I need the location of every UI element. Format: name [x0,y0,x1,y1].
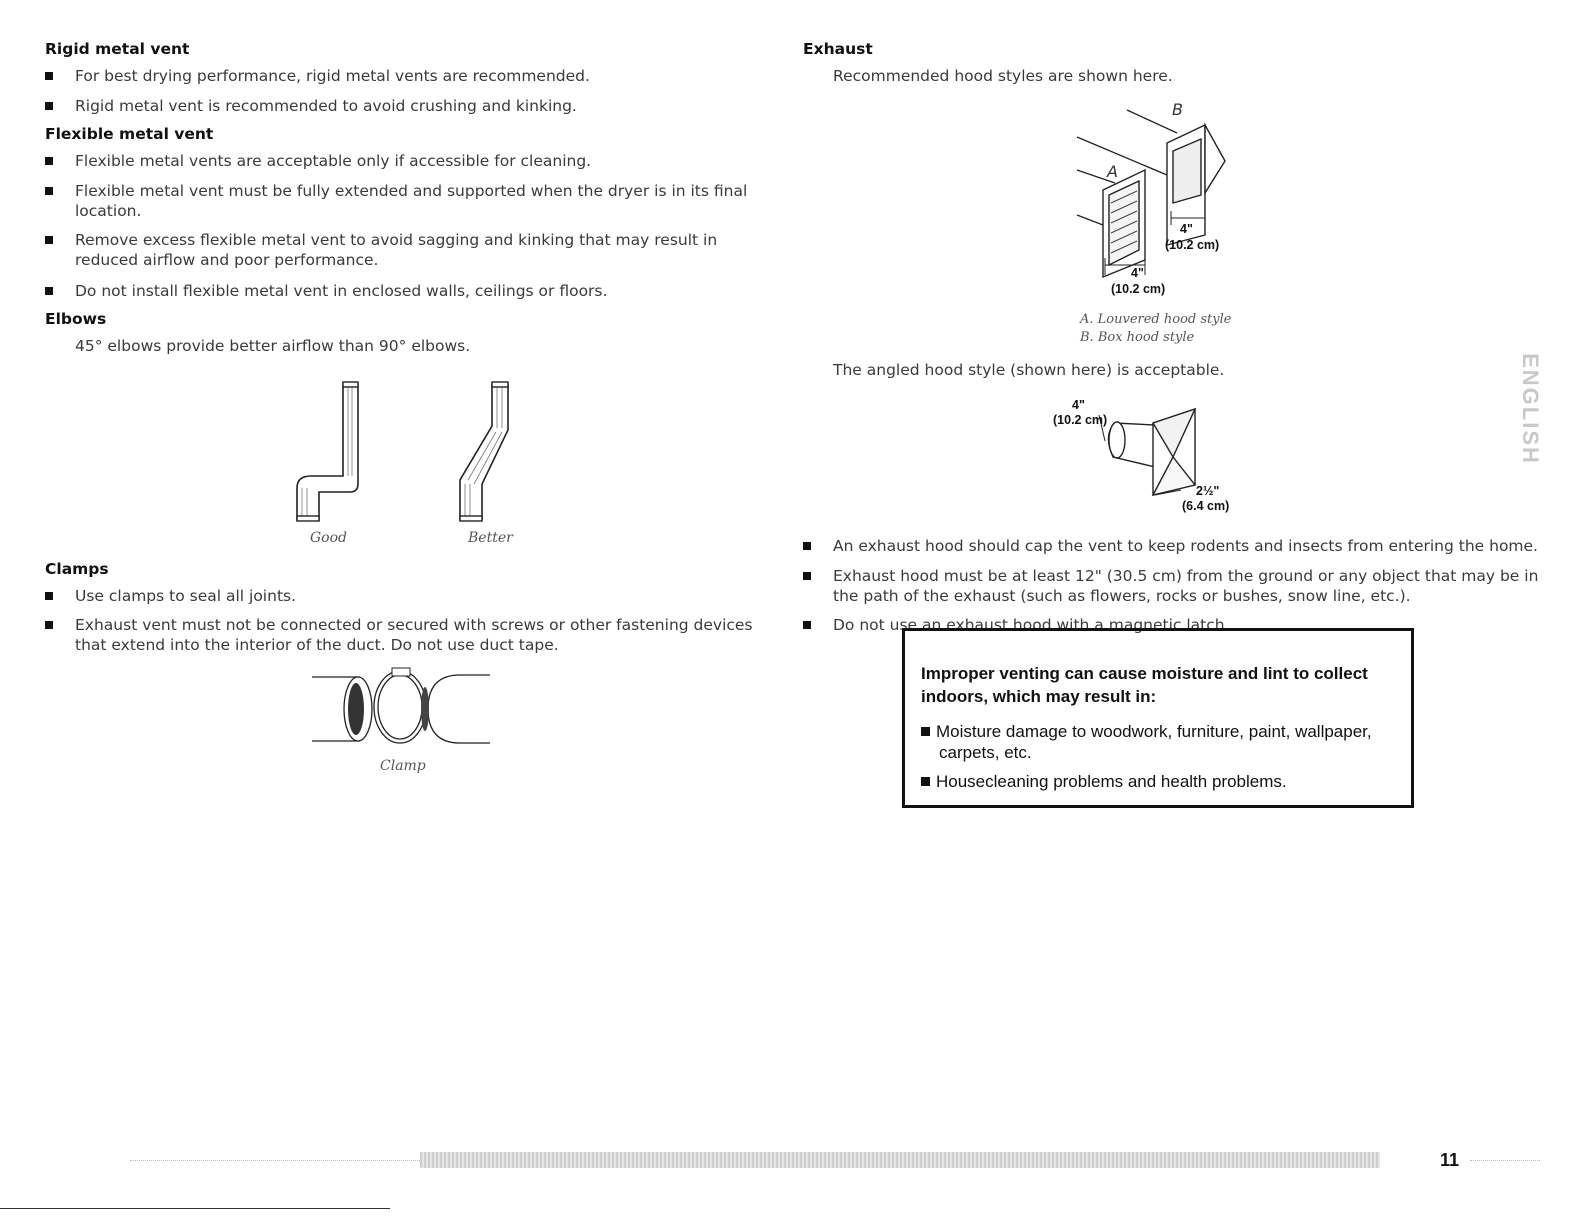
page-number: 11 [1440,1150,1460,1170]
list-item: Exhaust vent must not be connected or secured with screws or other fastening devices that extend into the interior of the duct. Do not use duct tape. [45,615,765,657]
angled-dim-bottom-in: 2½" [1196,484,1220,498]
hood-a-dim-cm: (10.2 cm) [1111,282,1166,296]
elbows-text: 45° elbows provide better airflow than 90° elbows. [75,337,471,355]
elbow-good-illustration [285,380,375,528]
warning-item: Housecleaning problems and health problems. [921,771,1287,792]
clamp-illustration [310,665,500,750]
list-item: Flexible metal vent must be fully extended and supported when the dryer is in its final location. [45,181,755,223]
hood-legend-a: A. Louvered hood style [1080,312,1232,327]
footer-bar [420,1152,1380,1168]
angled-dim-top-in: 4" [1072,398,1085,412]
venting-warning-box [902,628,1414,808]
bullet-icon [803,621,811,629]
warning-title-line2: indoors, which may result in: [921,687,1157,706]
bullet-icon [45,592,53,600]
hood-b-dim-cm: (10.2 cm) [1165,238,1220,252]
bullet-icon [921,727,930,736]
list-item: Do not install flexible metal vent in enclosed walls, ceilings or floors. [45,281,755,303]
hood-legend-b: B. Box hood style [1080,330,1195,345]
warning-item-cont: carpets, etc. [939,743,1032,762]
elbows-heading: Elbows [45,310,107,328]
bullet-icon [45,72,53,80]
rigid-vent-heading: Rigid metal vent [45,40,190,58]
list-item: Flexible metal vents are acceptable only if accessible for cleaning. [45,151,745,173]
angled-dim-bottom-cm: (6.4 cm) [1182,499,1230,513]
bullet-icon [45,102,53,110]
list-item: For best drying performance, rigid metal vents are recommended. [45,66,745,88]
bullet-icon [45,621,53,629]
footer-dotted-line [130,1160,430,1161]
bullet-icon [803,572,811,580]
footer-dotted-line-right [1470,1160,1540,1161]
hood-styles-illustration [1075,95,1245,285]
warning-title-line1: Improper venting can cause moisture and lint to collect [921,664,1368,683]
bullet-icon [803,542,811,550]
hood-label-a: A [1107,162,1118,181]
elbow-good-caption: Good [310,530,348,546]
clamp-caption: Clamp [380,758,426,774]
flexible-vent-heading: Flexible metal vent [45,125,214,143]
bullet-icon [45,236,53,244]
clamps-heading: Clamps [45,560,109,578]
list-item: Use clamps to seal all joints. [45,586,745,608]
hood-b-dim-in: 4" [1180,222,1193,236]
bottom-rule [0,1208,390,1209]
language-side-tab: ENGLISH [1518,353,1543,465]
hood-label-b: B [1172,100,1183,119]
list-item: Remove excess flexible metal vent to avoid sagging and kinking that may result in reduced airflow and poor performance. [45,230,755,272]
bullet-icon [921,777,930,786]
elbow-better-illustration [452,380,522,528]
list-item: Do not use an exhaust hood with a magnetic latch. [803,615,1543,637]
hood-a-dim-in: 4" [1131,266,1144,280]
list-item: An exhaust hood should cap the vent to keep rodents and insects from entering the home. [803,536,1543,558]
bullet-icon [45,157,53,165]
warning-item: Moisture damage to woodwork, furniture, paint, wallpaper, [921,721,1372,742]
angled-dim-top-cm: (10.2 cm) [1053,413,1108,427]
bullet-icon [45,187,53,195]
bullet-icon [45,287,53,295]
list-item: Exhaust hood must be at least 12" (30.5 cm) from the ground or any object that may be in the path of the exhaust (such as flowers, rocks or bushes, snow line, etc.). [803,566,1543,608]
list-item: Rigid metal vent is recommended to avoid crushing and kinking. [45,96,745,118]
exhaust-heading: Exhaust [803,40,873,58]
angled-hood-text: The angled hood style (shown here) is acceptable. [833,361,1225,379]
exhaust-intro: Recommended hood styles are shown here. [833,67,1173,85]
elbow-better-caption: Better [468,530,513,546]
